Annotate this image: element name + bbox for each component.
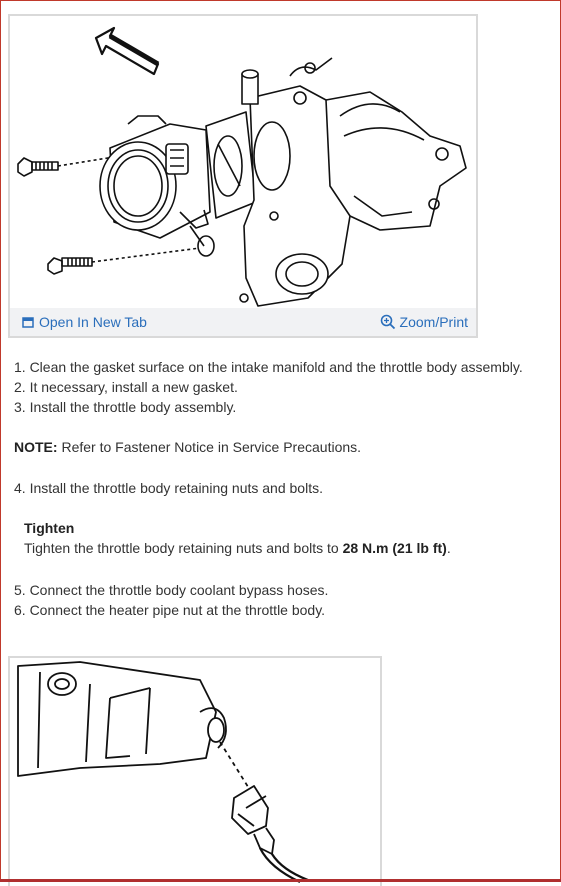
step-6: 6. Connect the heater pipe nut at the throttle body. xyxy=(14,602,326,618)
note-label: NOTE: xyxy=(14,439,58,455)
open-in-new-tab-button[interactable] xyxy=(22,314,147,330)
front-arrow-icon xyxy=(96,28,158,74)
open-new-tab-icon xyxy=(22,316,35,329)
zoom-print-button[interactable] xyxy=(380,314,468,330)
procedure-steps-1-3 xyxy=(14,357,523,417)
open-in-new-tab-label: Open In New Tab xyxy=(39,314,147,330)
step-4: 4. Install the throttle body retaining nuts and bolts. xyxy=(14,480,323,496)
torque-value: 28 N.m (21 lb ft) xyxy=(342,540,447,556)
step-3: 3. Install the throttle body assembly. xyxy=(14,399,237,415)
bolt-lower xyxy=(48,248,200,274)
zoom-icon xyxy=(380,314,396,330)
step-1: 1. Clean the gasket surface on the intake manifold and the throttle body assembly. xyxy=(14,359,523,375)
connector-figure xyxy=(8,656,382,886)
throttle-body-figure xyxy=(8,14,478,338)
tighten-spec xyxy=(24,518,451,558)
figure-toolbar xyxy=(10,308,476,336)
connector-illustration xyxy=(10,658,380,884)
fastener-note xyxy=(14,437,361,457)
note-text: Refer to Fastener Notice in Service Precautions. xyxy=(57,439,362,455)
electrical-connector xyxy=(232,786,308,882)
tighten-heading: Tighten xyxy=(24,520,75,536)
step-2: 2. It necessary, install a new gasket. xyxy=(14,379,238,395)
intake-manifold xyxy=(240,58,466,306)
throttle-body-illustration xyxy=(10,16,476,308)
alignment-line xyxy=(220,742,250,790)
gasket xyxy=(206,112,256,218)
throttle-body-housing xyxy=(18,662,226,776)
step-5: 5. Connect the throttle body coolant bypass hoses. xyxy=(14,582,329,598)
procedure-steps-5-6 xyxy=(14,580,328,620)
throttle-body xyxy=(100,116,214,256)
zoom-print-label: Zoom/Print xyxy=(399,314,468,330)
tighten-text: Tighten the throttle body retaining nuts and bolts to 28 N.m (21 lb ft). xyxy=(24,540,451,556)
